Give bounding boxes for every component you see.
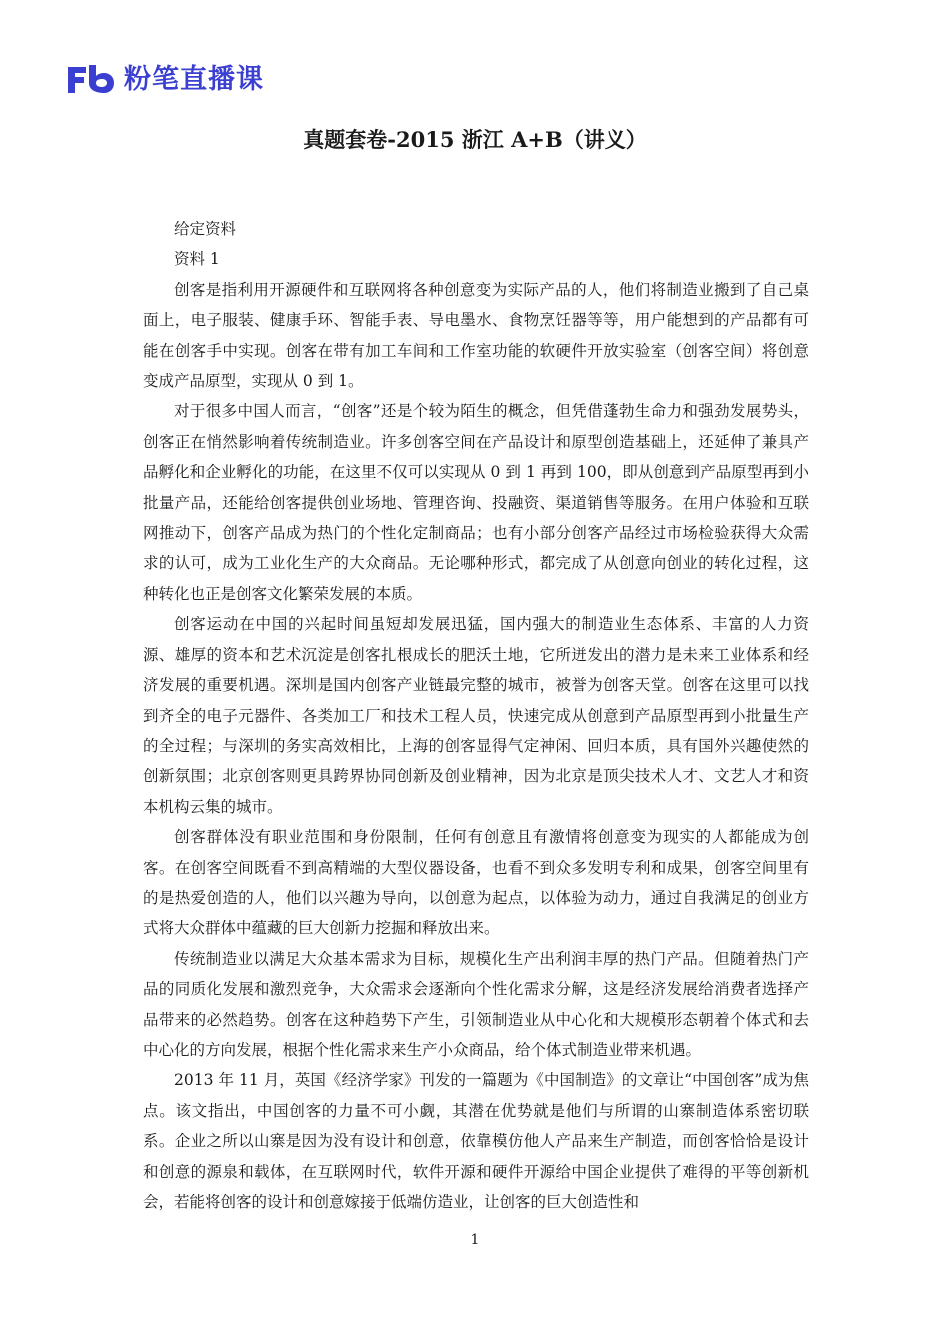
paragraph: 创客运动在中国的兴起时间虽短却发展迅猛，国内强大的制造业生态体系、丰富的人力资源、雄厚的资本和艺术沉淀是创客扎根成长的肥沃土地，它所迸发出的潜力是未来工业体系和经济发展的重要机遇。深圳是国内创客产业链最完整的城市，被誉为创客天堂。创客在这里可以找到齐全的电子元器件、各类加工厂和技术工程人员，快速完成从创意到产品原型再到小批量生产的全过程；与深圳的务实高效相比，上海的创客显得气定神闲、回归本质，具有国外兴趣使然的创新氛围；北京创客则更具跨界协同创新及创业精神，因为北京是顶尖技术人才、文艺人才和资本机构云集的城市。 xyxy=(143,615,809,816)
paragraph: 对于很多中国人而言，“创客”还是个较为陌生的概念，但凭借蓬勃生命力和强劲发展势头，创客正在悄然影响着传统制造业。许多创客空间在产品设计和原型创造基础上，还延伸了兼具产品孵化和企业孵化的功能，在这里不仅可以实现从 0 到 1 再到 100，即从创意到产品原型再到小批量产品，还能给创客提供创业场地、管理咨询、投融资、渠道销售等服务。在用户体验和互联网推动下，创客产品成为热门的个性化定制商品；也有小部分创客产品经过市场检验获得大众需求的认可，成为工业化生产的大众商品。无论哪种形式，都完成了从创意向创业的转化过程，这种转化也正是创客文化繁荣发展的本质。 xyxy=(143,402,809,603)
page-title: 真题套卷-2015 浙江 A+B（讲义） xyxy=(303,127,647,152)
brand-name: 粉笔直播课 xyxy=(124,64,264,95)
fb-logo-icon xyxy=(66,63,116,97)
page-number: 1 xyxy=(470,1232,480,1248)
paragraph: 传统制造业以满足大众基本需求为目标，规模化生产出利润丰厚的热门产品。但随着热门产品的同质化发展和激烈竞争，大众需求会逐渐向个性化需求分解，这是经济发展给消费者选择产品带来的必然趋势。创客在这种趋势下产生，引领制造业从中心化和大规模形态朝着个体式和去中心化的方向发展，根据个性化需求来生产小众商品，给个体式制造业带来机遇。 xyxy=(143,949,809,1059)
document-body xyxy=(143,214,809,1217)
material-heading: 资料 1 xyxy=(174,250,220,269)
paragraph: 创客群体没有职业范围和身份限制，任何有创意且有激情将创意变为现实的人都能成为创客。在创客空间既看不到高精端的大型仪器设备，也看不到众多发明专利和成果，创客空间里有的是热爱创造的人，他们以兴趣为导向，以创意为起点，以体验为动力，通过自我满足的创业方式将大众群体中蕴藏的巨大创新力挖掘和释放出来。 xyxy=(143,828,809,938)
paragraph: 创客是指利用开源硬件和互联网将各种创意变为实际产品的人，他们将制造业搬到了自己桌面上，电子服装、健康手环、智能手表、导电墨水、食物烹饪器等等，用户能想到的产品都有可能在创客手中实现。创客在带有加工车间和工作室功能的软硬件开放实验室（创客空间）将创意变成产品原型，实现从 0 到 1。 xyxy=(143,280,809,391)
brand-logo xyxy=(66,60,264,100)
paragraph: 2013 年 11 月，英国《经济学家》刊发的一篇题为《中国制造》的文章让“中国创客”成为焦点。该文指出，中国创客的力量不可小觑，其潜在优势就是他们与所谓的山寨制造体系密切联系。企业之所以山寨是因为没有设计和创意，依靠模仿他人产品来生产制造，而创客恰恰是设计和创意的源泉和载体，在互联网时代，软件开源和硬件开源给中国企业提供了难得的平等创新机会，若能将创客的设计和创意嫁接于低端仿造业，让创客的巨大创造性和 xyxy=(143,1071,809,1211)
section-heading: 给定资料 xyxy=(174,220,237,238)
